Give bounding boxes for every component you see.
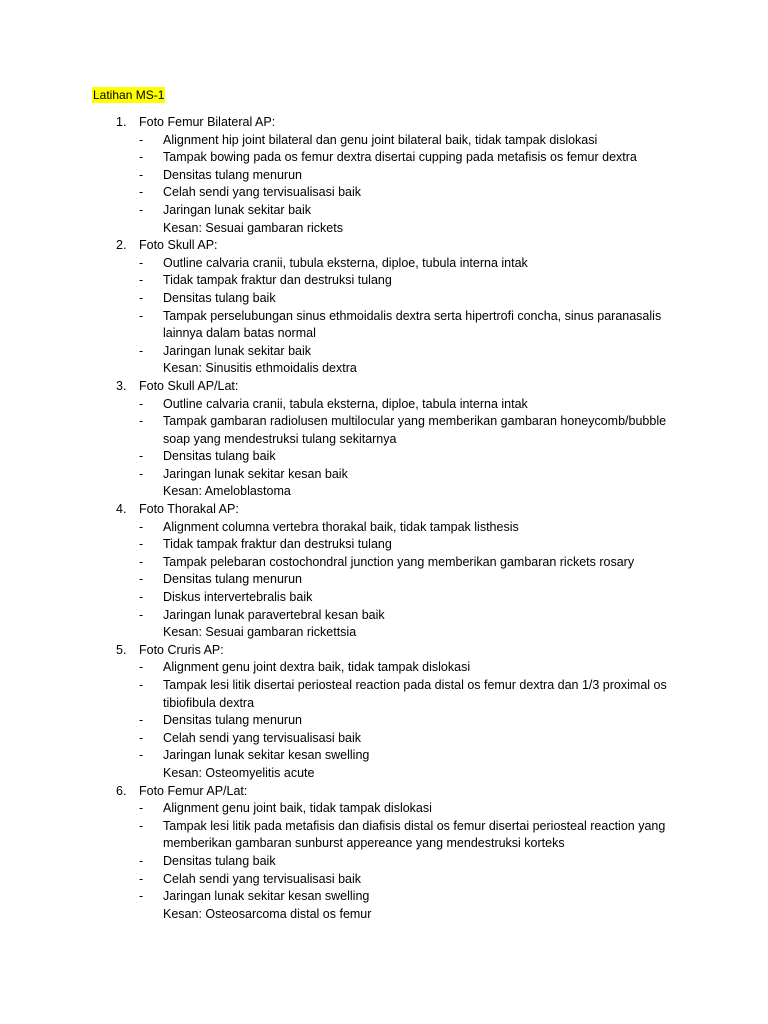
finding-text: Celah sendi yang tervisualisasi baik: [163, 871, 362, 886]
finding-text: Celah sendi yang tervisualisasi baik: [163, 730, 362, 745]
finding-item: [0, 184, 673, 202]
case-title: Foto Skull AP/Lat:: [139, 378, 239, 393]
bullet-dash: -: [139, 343, 144, 358]
bullet-dash: -: [139, 150, 144, 165]
bullet-dash: -: [139, 853, 144, 868]
finding-item: [0, 607, 673, 625]
bullet-dash: -: [139, 290, 144, 305]
finding-item: [0, 466, 673, 484]
kesan-conclusion: Kesan: Ameloblastoma: [163, 484, 291, 499]
finding-text: Alignment genu joint dextra baik, tidak tampak dislokasi: [163, 660, 471, 675]
bullet-dash: -: [139, 185, 144, 200]
finding-item: [0, 571, 673, 589]
finding-text: Outline calvaria cranii, tabula eksterna, diploe, tabula interna intak: [163, 396, 528, 411]
finding-text: Tampak lesi litik disertai periosteal reaction pada distal os femur dextra dan 1/3 proximal os tibiofibula dextra: [163, 678, 667, 710]
bullet-dash: -: [139, 818, 144, 833]
bullet-dash: -: [139, 554, 144, 569]
finding-item: [0, 343, 673, 361]
case-heading: [0, 237, 768, 255]
finding-item: [0, 677, 673, 712]
finding-text: Tampak pelebaran costochondral junction yang memberikan gambaran rickets rosary: [163, 554, 635, 569]
finding-text: Jaringan lunak sekitar kesan swelling: [163, 889, 370, 904]
bullet-dash: -: [139, 255, 144, 270]
case-number: 4.: [116, 502, 127, 517]
finding-text: Celah sendi yang tervisualisasi baik: [163, 185, 362, 200]
case-number: 1.: [116, 115, 127, 129]
case-title: Foto Skull AP:: [139, 238, 218, 253]
finding-item: [0, 132, 673, 150]
finding-text: Jaringan lunak sekitar kesan baik: [163, 466, 348, 481]
finding-item: [0, 308, 673, 343]
finding-item: [0, 818, 673, 853]
finding-text: Alignment genu joint baik, tidak tampak dislokasi: [163, 801, 432, 816]
case-item: [0, 378, 768, 501]
bullet-dash: -: [139, 202, 144, 217]
case-list: [0, 114, 768, 923]
finding-text: Tidak tampak fraktur dan destruksi tulang: [163, 273, 392, 288]
finding-text: Alignment columna vertebra thorakal baik, tidak tampak listhesis: [163, 519, 519, 534]
case-title: Foto Cruris AP:: [139, 642, 224, 657]
kesan-conclusion: Kesan: Sesuai gambaran rickets: [163, 220, 343, 235]
case-heading: [0, 378, 768, 396]
case-item: [0, 642, 768, 783]
kesan-conclusion: Kesan: Sesuai gambaran rickettsia: [163, 625, 357, 640]
case-item: [0, 237, 768, 378]
finding-text: Diskus intervertebralis baik: [163, 590, 313, 605]
finding-item: [0, 202, 673, 220]
bullet-dash: -: [139, 889, 144, 904]
finding-text: Jaringan lunak sekitar kesan swelling: [163, 748, 370, 763]
case-number: 5.: [116, 642, 127, 657]
bullet-dash: -: [139, 713, 144, 728]
finding-text: Tidak tampak fraktur dan destruksi tulang: [163, 537, 392, 552]
kesan-conclusion: Kesan: Sinusitis ethmoidalis dextra: [163, 361, 357, 376]
bullet-dash: -: [139, 660, 144, 675]
bullet-dash: -: [139, 466, 144, 481]
case-heading: [0, 783, 768, 801]
finding-text: Tampak lesi litik pada metafisis dan diafisis distal os femur disertai periosteal reaction yang memberikan gambaran sunburst appereance yang mendestruksi korteks: [163, 818, 666, 851]
bullet-dash: -: [139, 519, 144, 534]
case-number: 3.: [116, 378, 127, 393]
finding-item: [0, 712, 673, 730]
kesan-conclusion: Kesan: Osteomyelitis acute: [163, 765, 315, 780]
finding-text: Jaringan lunak sekitar baik: [163, 202, 311, 217]
bullet-dash: -: [139, 678, 144, 692]
bullet-dash: -: [139, 308, 144, 323]
bullet-dash: -: [139, 414, 144, 429]
kesan-conclusion: Kesan: Osteosarcoma distal os femur: [163, 906, 372, 921]
document-title: Latihan MS-1: [93, 88, 165, 102]
case-title: Foto Thorakal AP:: [139, 502, 239, 517]
bullet-dash: -: [139, 871, 144, 886]
bullet-dash: -: [139, 748, 144, 763]
finding-text: Tampak perselubungan sinus ethmoidalis dextra serta hipertrofi concha, sinus paranasalis lainnya dalam batas normal: [163, 308, 662, 341]
finding-item: [0, 589, 673, 607]
bullet-dash: -: [139, 607, 144, 622]
finding-item: [0, 149, 673, 167]
finding-item: [0, 448, 673, 466]
bullet-dash: -: [139, 801, 144, 816]
case-item: [0, 114, 768, 237]
bullet-dash: -: [139, 167, 144, 182]
finding-text: Densitas tulang menurun: [163, 713, 302, 728]
finding-item: [0, 730, 673, 748]
case-item: [0, 501, 768, 642]
case-heading: [0, 642, 768, 660]
finding-text: Densitas tulang menurun: [163, 167, 302, 182]
finding-text: Outline calvaria cranii, tubula eksterna, diploe, tubula interna intak: [163, 255, 528, 270]
case-title: Foto Femur AP/Lat:: [139, 783, 248, 798]
finding-item: [0, 290, 673, 308]
finding-text: Tampak gambaran radiolusen multilocular yang memberikan gambaran honeycomb/bubble soap yang mendestruksi tulang sekitarnya: [163, 414, 667, 446]
bullet-dash: -: [139, 449, 144, 464]
finding-text: Jaringan lunak paravertebral kesan baik: [163, 607, 385, 622]
finding-text: Densitas tulang baik: [163, 449, 276, 464]
finding-text: Densitas tulang baik: [163, 853, 276, 868]
finding-item: [0, 519, 673, 537]
bullet-dash: -: [139, 537, 144, 552]
bullet-dash: -: [139, 396, 144, 411]
case-number: 6.: [116, 783, 127, 798]
finding-item: [0, 747, 673, 765]
bullet-dash: -: [139, 590, 144, 605]
finding-item: [0, 536, 673, 554]
finding-text: Densitas tulang baik: [163, 290, 276, 305]
case-title: Foto Femur Bilateral AP:: [139, 115, 276, 129]
finding-item: [0, 413, 673, 448]
finding-item: [0, 554, 673, 572]
finding-item: [0, 255, 673, 273]
case-heading: [0, 501, 768, 519]
finding-item: [0, 800, 673, 818]
bullet-dash: -: [139, 273, 144, 288]
finding-item: [0, 167, 673, 185]
finding-text: Densitas tulang menurun: [163, 572, 302, 587]
finding-item: [0, 272, 673, 290]
finding-text: Tampak bowing pada os femur dextra disertai cupping pada metafisis os femur dextra: [163, 150, 637, 165]
finding-item: [0, 888, 673, 906]
case-number: 2.: [116, 238, 127, 253]
bullet-dash: -: [139, 730, 144, 745]
finding-text: Jaringan lunak sekitar baik: [163, 343, 311, 358]
case-item: [0, 783, 768, 924]
bullet-dash: -: [139, 572, 144, 587]
finding-item: [0, 871, 673, 889]
finding-text: Alignment hip joint bilateral dan genu joint bilateral baik, tidak tampak dislokasi: [163, 132, 598, 147]
finding-item: [0, 853, 673, 871]
case-heading: [0, 114, 768, 132]
finding-item: [0, 396, 673, 414]
finding-item: [0, 659, 673, 677]
bullet-dash: -: [139, 132, 144, 147]
